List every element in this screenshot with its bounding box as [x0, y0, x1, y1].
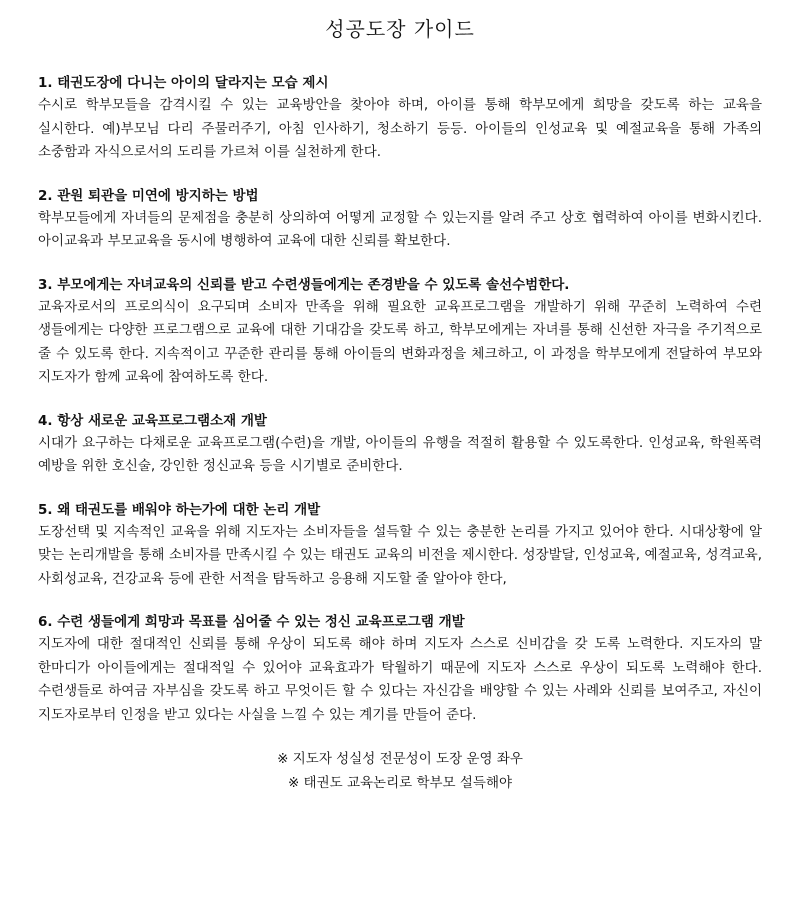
section-2 [38, 185, 762, 254]
section-heading: 4. 항상 새로운 교육프로그램소재 개발 [38, 412, 267, 429]
section-body: 교육자로서의 프로의식이 요구되며 소비자 만족을 위해 필요한 교육프로그램을 개발하기 위해 꾸준히 노력하여 수련 생들에게는 다양한 프로그램으로 교육에 대한 기대감을 갖도록 하고, 학부모에게는 자녀를 통해 신선한 자극을 주기적으로 줄 수 있도록 한다. 지속적이고 꾸준한 관리를 통해 아이들의 변화과정을 체크하고, 이 과정을 학부모에게 전달하여 부모와 지도자가 함께 교육에 참여하도록 한다. [38, 298, 762, 385]
section-body: 도장선택 및 지속적인 교육을 위해 지도자는 소비자들을 설득할 수 있는 충분한 논리를 가지고 있어야 한다. 시대상황에 알 맞는 논리개발을 통해 소비자를 만족시킬 수 있는 태권도 교육의 비전을 제시한다. 성장발달, 인성교육, 예절교육, 성격교육, 사회성교육, 건강교육 등에 관한 서적을 탐독하고 응용해 지도할 줄 알아야 한다, [38, 523, 762, 587]
section-heading: 5. 왜 태권도를 배워야 하는가에 대한 논리 개발 [38, 501, 321, 518]
footnote-2: ※ 태권도 교육논리로 학부모 설득해야 [287, 775, 513, 791]
section-heading: 6. 수련 생들에게 희망과 목표를 심어줄 수 있는 정신 교육프로그램 개발 [38, 614, 465, 630]
section-body: 수시로 학부모들을 감격시킬 수 있는 교육방안을 찾아야 하며, 아이를 통해 학부모에게 희망을 갖도록 하는 교육을 실시한다. 예)부모님 다리 주물러주기, 아침 인사하기, 청소하기 등등. 아이들의 인성교육 및 예절교육을 통해 가족의 소중함과 자식으로서의 도리를 가르쳐 이를 실천하게 한다. [38, 97, 762, 160]
section-body: 학부모들에게 자녀들의 문제점을 충분히 상의하여 어떻게 교정할 수 있는지를 알려 주고 상호 협력하여 아이를 변화시킨다. 아이교육과 부모교육을 동시에 병행하여 교육에 대한 신뢰를 확보한다. [38, 209, 762, 249]
section-1 [38, 72, 762, 165]
section-3 [38, 274, 762, 390]
section-heading: 3. 부모에게는 자녀교육의 신뢰를 받고 수련생들에게는 존경받을 수 있도록 솔선수범한다. [38, 276, 570, 293]
section-heading: 1. 태권도장에 다니는 아이의 달라지는 모습 제시 [38, 75, 329, 91]
document-title: 성공도장 가이드 [325, 17, 475, 41]
section-4 [38, 410, 762, 479]
section-body: 시대가 요구하는 다채로운 교육프로그램(수련)을 개발, 아이들의 유행을 적절히 활용할 수 있도록한다. 인성교육, 학원폭력 예방을 위한 호신술, 강인한 정신교육 등을 시기별로 준비한다. [38, 434, 762, 474]
footnote-1: ※ 지도자 성실성 전문성이 도장 운영 좌우 [277, 751, 523, 767]
section-6 [38, 611, 762, 727]
section-heading: 2. 관원 퇴관을 미연에 방지하는 방법 [38, 187, 259, 204]
section-5 [38, 499, 762, 592]
section-body: 지도자에 대한 절대적인 신뢰를 통해 우상이 되도록 해야 하며 지도자 스스로 신비감을 갖 도록 노력한다. 지도자의 말 한마디가 아이들에게는 절대적일 수 있어야 교육효과가 탁월하기 때문에 지도자 스스로 우상이 되도록 노력해야 한다. 수련생들로 하여금 자부심을 갖도록 하고 무엇이든 할 수 있다는 자신감을 배양할 수 있는 사례와 신뢰를 보여주고, 자신이 지도자로부터 인정을 받고 있다는 사실을 느낄 수 있는 계기를 만들어 준다. [38, 636, 762, 723]
footnotes [38, 747, 762, 795]
